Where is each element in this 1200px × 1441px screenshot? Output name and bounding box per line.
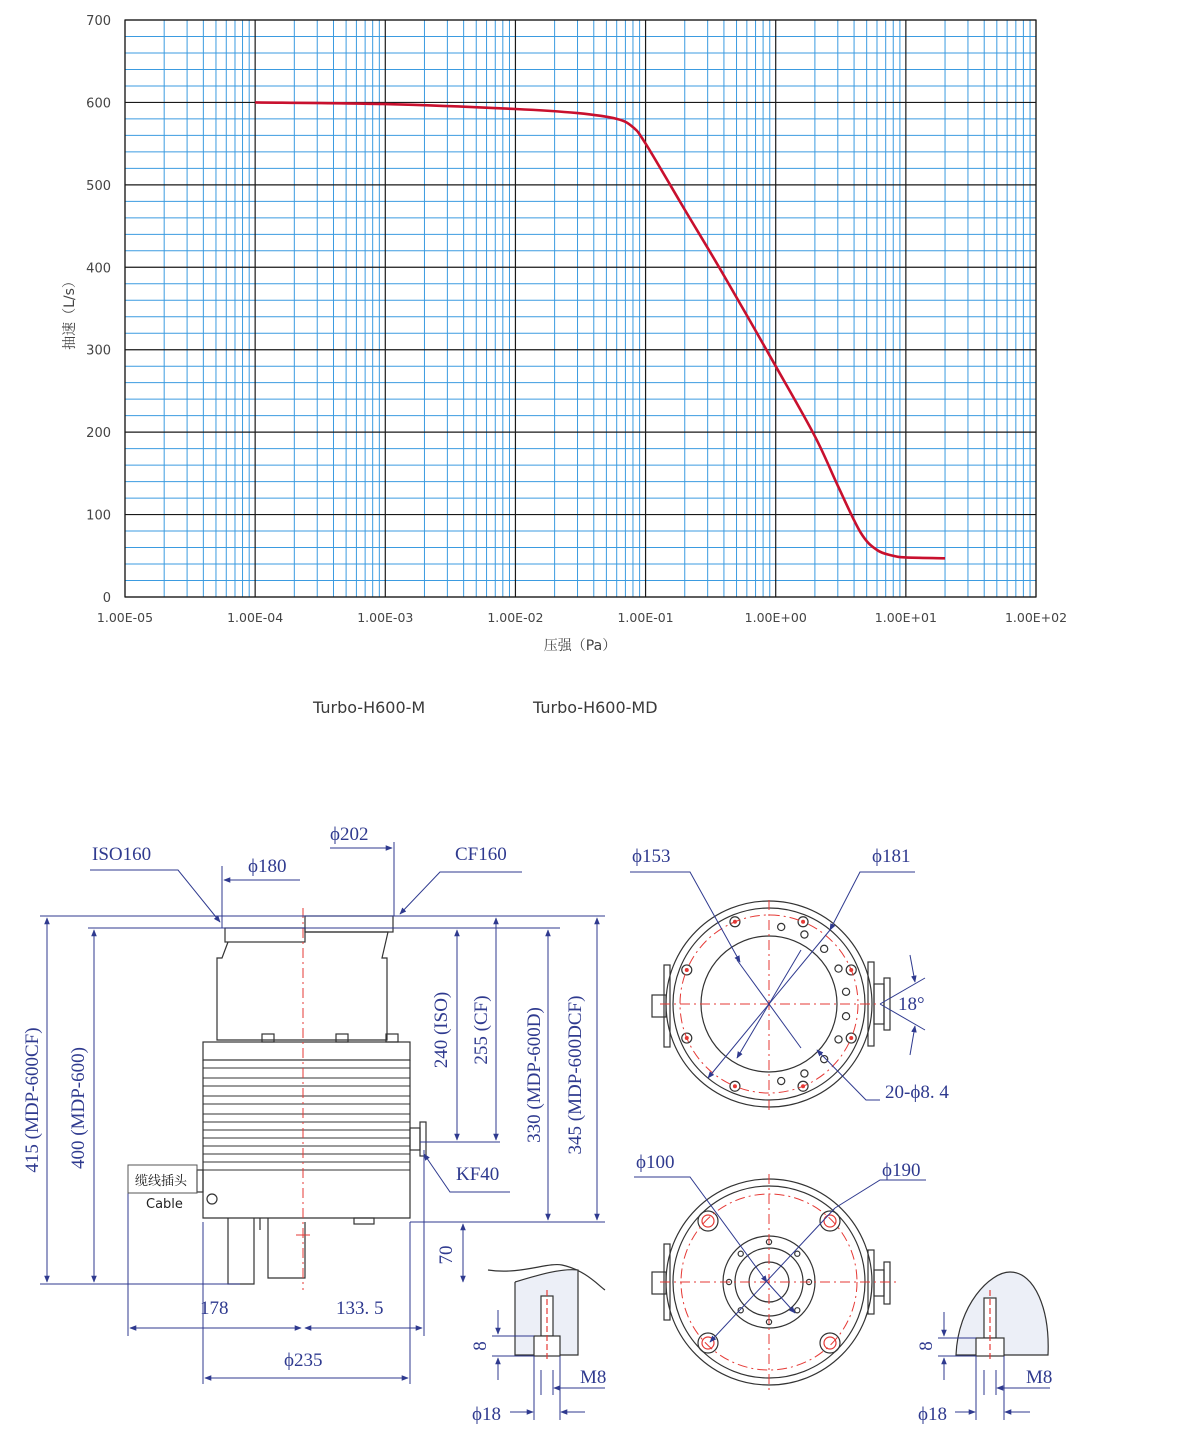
label-415: 415 (MDP-600CF) [22,1027,43,1173]
detail-b-thread: M8 [1026,1367,1053,1388]
mount-hole-thread [702,1337,714,1349]
outlet-flange-hole [738,1251,743,1256]
label-phi100: ϕ100 [636,1152,675,1173]
label-133-5: 133. 5 [336,1298,384,1319]
label-240: 240 (ISO) [431,991,452,1069]
y-tick-label: 300 [86,343,111,359]
y-tick-label: 600 [86,96,111,112]
y-axis-ticks [86,14,111,606]
detail-a-dia: ϕ18 [472,1404,502,1425]
outlet-flange-hole [795,1251,800,1256]
label-phi190: ϕ190 [882,1160,921,1181]
x-tick-label: 1.00E-01 [617,610,674,625]
top-view-labels [632,846,949,1103]
mount-hole-thread [824,1215,836,1227]
label-cable-en: Cable [146,1197,183,1212]
y-tick-label: 400 [86,261,111,277]
y-axis-label: 抽速（L/s） [62,274,78,350]
y-tick-label: 0 [102,591,111,606]
label-iso160: ISO160 [92,844,152,865]
side-dimension-labels [22,824,586,1371]
label-phi181: ϕ181 [872,846,911,867]
mount-hole [698,1211,718,1231]
detail-a-thread: M8 [580,1367,607,1388]
outlet-flange-hole [795,1308,800,1313]
cf-bolt-hole [842,988,849,995]
label-330: 330 (MDP-600D) [524,1007,545,1143]
label-345: 345 (MDP-600DCF) [565,995,586,1155]
y-tick-label: 500 [86,178,111,194]
detail-b-depth: 8 [916,1341,937,1351]
y-tick-label: 100 [86,508,111,524]
label-holes: 20-ϕ8. 4 [885,1082,949,1103]
label-cable-cn: 缆线插头 [135,1174,188,1189]
x-tick-label: 1.00E-04 [227,610,284,625]
detail-b-dia: ϕ18 [918,1404,948,1425]
label-kf40: KF40 [456,1164,500,1185]
cf-bolt-hole [778,1077,785,1084]
y-tick-label: 700 [86,14,111,29]
x-tick-label: 1.00E+02 [1004,610,1068,625]
mount-hole-thread [702,1215,714,1227]
label-phi180: ϕ180 [248,856,287,877]
flange-bolt-center [801,920,805,924]
cf-bolt-hole [801,1070,808,1077]
model-name-m: Turbo-H600-M [313,698,426,717]
x-axis-label: 压强（Pa） [543,638,617,654]
pumping-speed-chart [0,0,1200,660]
x-tick-label: 1.00E-05 [96,610,154,625]
model-name-md: Turbo-H600-MD [533,698,658,717]
chart-minor-grid [125,20,1036,597]
label-70: 70 [436,1245,457,1265]
cf-bolt-hole [842,1013,849,1020]
cf-bolt-hole [778,923,785,930]
detail-a-depth: 8 [470,1341,491,1351]
x-axis-ticks [97,610,1067,625]
mount-hole-thread [824,1337,836,1349]
label-178: 178 [200,1298,229,1319]
detail-b [956,1272,1048,1362]
cf-bolt-hole [835,965,842,972]
label-400: 400 (MDP-600) [68,1047,89,1169]
label-cf160: CF160 [455,844,507,865]
label-255: 255 (CF) [471,995,492,1065]
technical-drawing [0,800,1200,1441]
cf-bolt-hole [835,1036,842,1043]
chart-frame [125,20,1036,597]
label-phi153: ϕ153 [632,846,671,867]
chart-major-grid [125,20,1036,597]
y-tick-label: 200 [86,426,111,442]
x-tick-label: 1.00E-02 [487,610,544,625]
cf-bolt-hole [821,945,828,952]
x-tick-label: 1.00E+01 [874,610,937,625]
label-18deg: 18° [898,994,925,1015]
label-phi235: ϕ235 [284,1350,323,1371]
x-tick-label: 1.00E+00 [744,610,807,625]
mount-hole [820,1333,840,1353]
label-phi202: ϕ202 [330,824,369,845]
pumping-speed-line [255,102,945,558]
detail-a [488,1265,605,1362]
side-view [197,916,426,1284]
x-tick-label: 1.00E-03 [357,610,414,625]
cf-bolt-hole [801,931,808,938]
